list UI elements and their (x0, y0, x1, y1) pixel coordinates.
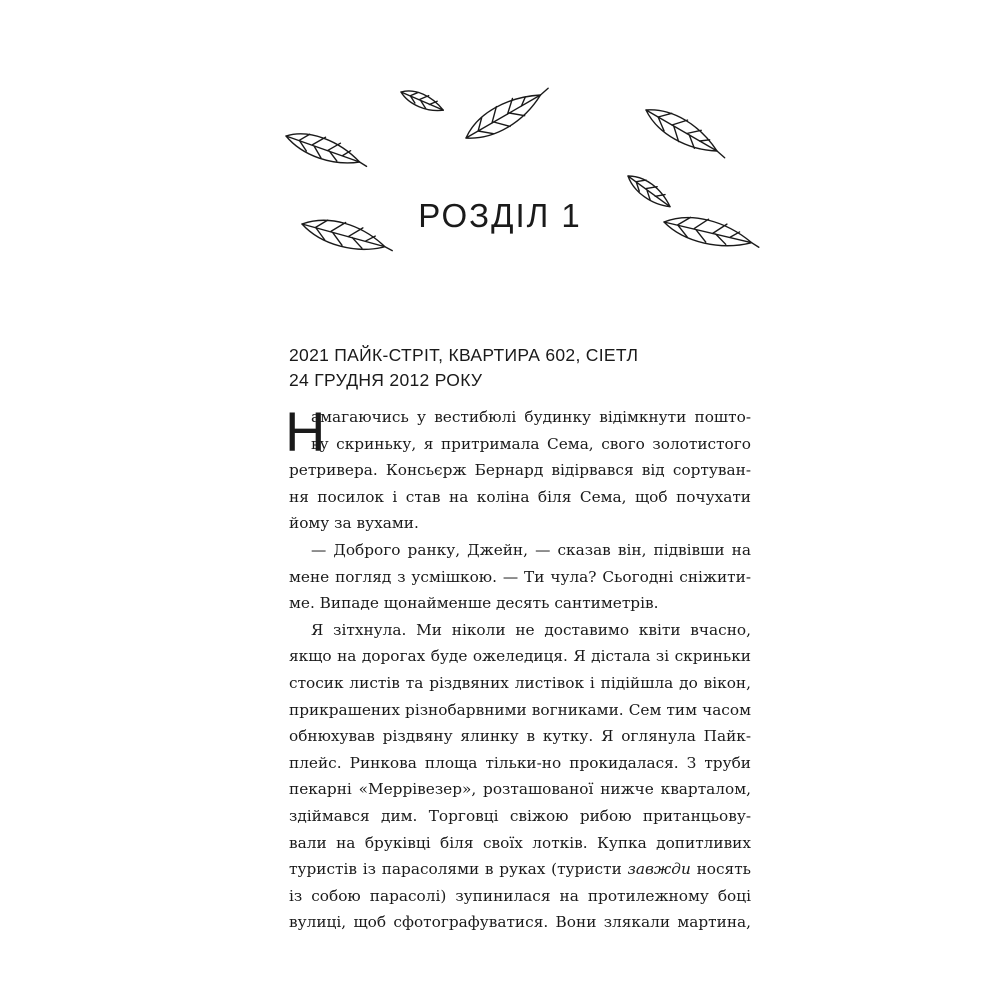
text-line: здіймався дим. Торговці свіжою рибою пританцьову- (289, 806, 751, 825)
text-line: мене погляд з усмішкою. — Ти чула? Сьогодні сніжити- (289, 567, 751, 586)
text-line: туристів із парасолями в руках (туристи завжди носять (289, 860, 751, 879)
leaf-icon (460, 80, 555, 149)
text-line: плейс. Ринкова площа тільки-но прокидалася. З труби (289, 753, 751, 772)
text-line: йому за вухами. (289, 514, 419, 533)
body-text (285, 400, 751, 936)
text-line: якщо на дорогах буде ожеледиця. Я дістала зі скриньки (289, 647, 751, 666)
text-line: із собою парасолі) зупинилася на протилежному боці (289, 886, 751, 905)
text-line: вали на бруківці біля своїх лотків. Купка допитливих (289, 833, 751, 852)
drop-cap: Н (285, 400, 326, 463)
chapter-header (289, 343, 638, 393)
leaf-icon (398, 86, 446, 116)
text-line: амагаючись у вестибюлі будинку відімкнути пошто- (311, 408, 751, 426)
text-line: вулиці, щоб сфотографуватися. Вони злякали мартина, (289, 913, 751, 932)
text-line: ву скриньку, я притримала Сема, свого золотистого (311, 434, 751, 453)
text-line: обнюхував різдвяну ялинку в кутку. Я оглянула Пайк- (289, 727, 751, 746)
emphasis: завжди (627, 860, 691, 879)
falling-leaves-icon (0, 0, 1000, 330)
text-line: прикрашених різнобарвними вогниками. Сем тим часом (289, 700, 751, 719)
text-line: стосик листів та різдвяних листівок і підійшла до вікон, (289, 673, 751, 692)
address-line: 2021 ПАЙК-СТРІТ, КВАРТИРА 602, СІЕТЛ (289, 345, 639, 365)
text-line: ретривера. Консьєрж Бернард відірвався від сортуван- (289, 461, 751, 480)
text-line: ня посилок і став на коліна біля Сема, щоб почухати (289, 487, 751, 506)
leaf-icon (283, 126, 372, 173)
text-line: Я зітхнула. Ми ніколи не доставимо квіти вчасно, (311, 620, 751, 639)
text-line: ме. Випаде щонайменше десять сантиметрів. (289, 594, 659, 613)
text-line: — Доброго ранку, Джейн, — сказав він, підвівши на (311, 540, 751, 559)
date-line: 24 ГРУДНЯ 2012 РОКУ (289, 370, 483, 390)
leaf-icon (641, 100, 732, 166)
chapter-title: РОЗДІЛ 1 (418, 197, 582, 234)
text-line: пекарні «Меррівезер», розташованої нижче кварталом, (289, 780, 751, 799)
